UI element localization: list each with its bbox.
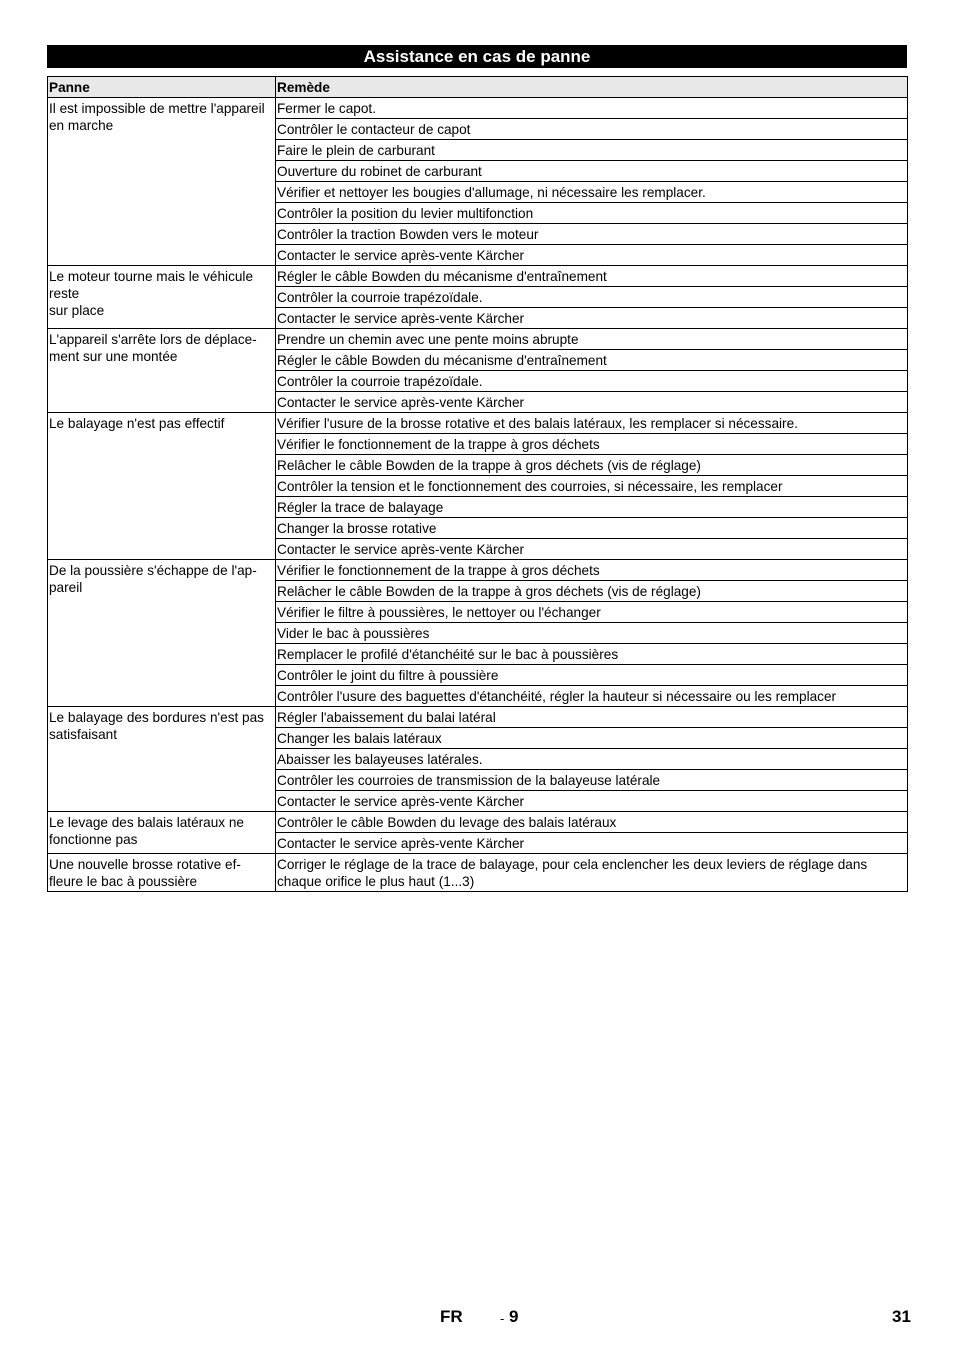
remedy-cell: Contrôler le contacteur de capot xyxy=(276,119,908,140)
table-row xyxy=(48,854,908,892)
remedy-cell: Contrôler la position du levier multifonction xyxy=(276,203,908,224)
table-row xyxy=(48,707,908,728)
problem-cell: De la poussière s'échappe de l'ap- pareil xyxy=(48,560,276,707)
remedy-cell: Contrôler la tension et le fonctionnement des courroies, si nécessaire, les remplacer xyxy=(276,476,908,497)
column-header-remedy: Remède xyxy=(276,77,908,98)
problem-cell: Le moteur tourne mais le véhicule reste sur place xyxy=(48,266,276,329)
remedy-cell: Régler la trace de balayage xyxy=(276,497,908,518)
remedy-cell: Contacter le service après-vente Kärcher xyxy=(276,392,908,413)
problem-cell: Le balayage des bordures n'est pas satisfaisant xyxy=(48,707,276,812)
remedy-cell: Contrôler la traction Bowden vers le moteur xyxy=(276,224,908,245)
remedy-cell: Faire le plein de carburant xyxy=(276,140,908,161)
footer-language: FR xyxy=(440,1307,463,1326)
remedy-cell: Fermer le capot. xyxy=(276,98,908,119)
remedy-cell: Changer les balais latéraux xyxy=(276,728,908,749)
remedy-cell: Vérifier le fonctionnement de la trappe à gros déchets xyxy=(276,434,908,455)
problem-cell: Le levage des balais latéraux ne fonctionne pas xyxy=(48,812,276,854)
column-header-problem: Panne xyxy=(48,77,276,98)
table-header-row xyxy=(48,77,908,98)
remedy-cell: Régler le câble Bowden du mécanisme d'entraînement xyxy=(276,266,908,287)
remedy-cell: Vérifier le filtre à poussières, le nettoyer ou l'échanger xyxy=(276,602,908,623)
remedy-cell: Relâcher le câble Bowden de la trappe à gros déchets (vis de réglage) xyxy=(276,581,908,602)
remedy-cell: Contacter le service après-vente Kärcher xyxy=(276,833,908,854)
remedy-cell: Contacter le service après-vente Kärcher xyxy=(276,245,908,266)
remedy-cell: Vider le bac à poussières xyxy=(276,623,908,644)
problem-cell: Le balayage n'est pas effectif xyxy=(48,413,276,560)
remedy-cell: Prendre un chemin avec une pente moins abrupte xyxy=(276,329,908,350)
page-title: Assistance en cas de panne xyxy=(47,45,907,68)
remedy-cell: Contrôler les courroies de transmission de la balayeuse latérale xyxy=(276,770,908,791)
table-row xyxy=(48,98,908,119)
remedy-cell: Contrôler le câble Bowden du levage des balais latéraux xyxy=(276,812,908,833)
table-row xyxy=(48,266,908,287)
remedy-cell: Régler l'abaissement du balai latéral xyxy=(276,707,908,728)
remedy-cell: Contrôler le joint du filtre à poussière xyxy=(276,665,908,686)
table-row xyxy=(48,413,908,434)
remedy-cell: Corriger le réglage de la trace de balayage, pour cela enclencher les deux leviers de réglage dans chaque orifice le plus haut (1...3) xyxy=(276,854,908,892)
troubleshooting-table xyxy=(47,76,908,892)
remedy-cell: Vérifier l'usure de la brosse rotative et des balais latéraux, les remplacer si nécessaire. xyxy=(276,413,908,434)
remedy-cell: Relâcher le câble Bowden de la trappe à gros déchets (vis de réglage) xyxy=(276,455,908,476)
remedy-cell: Remplacer le profilé d'étanchéité sur le bac à poussières xyxy=(276,644,908,665)
remedy-cell: Contrôler l'usure des baguettes d'étanchéité, régler la hauteur si nécessaire ou les remplacer xyxy=(276,686,908,707)
remedy-cell: Abaisser les balayeuses latérales. xyxy=(276,749,908,770)
footer-dash: - xyxy=(500,1311,505,1326)
table-row xyxy=(48,560,908,581)
remedy-cell: Contacter le service après-vente Kärcher xyxy=(276,539,908,560)
problem-cell: L'appareil s'arrête lors de déplace- ment sur une montée xyxy=(48,329,276,413)
remedy-cell: Ouverture du robinet de carburant xyxy=(276,161,908,182)
footer-page-number: 31 xyxy=(892,1307,911,1326)
problem-cell: Une nouvelle brosse rotative ef- fleure le bac à poussière xyxy=(48,854,276,892)
footer-section-page: 9 xyxy=(509,1307,519,1326)
remedy-cell: Vérifier et nettoyer les bougies d'allumage, ni nécessaire les remplacer. xyxy=(276,182,908,203)
remedy-cell: Contrôler la courroie trapézoïdale. xyxy=(276,287,908,308)
remedy-cell: Régler le câble Bowden du mécanisme d'entraînement xyxy=(276,350,908,371)
remedy-cell: Changer la brosse rotative xyxy=(276,518,908,539)
remedy-cell: Contacter le service après-vente Kärcher xyxy=(276,791,908,812)
table-row xyxy=(48,812,908,833)
table-row xyxy=(48,329,908,350)
table-body xyxy=(48,98,908,892)
remedy-cell: Contacter le service après-vente Kärcher xyxy=(276,308,908,329)
problem-cell: Il est impossible de mettre l'appareil en marche xyxy=(48,98,276,266)
remedy-cell: Vérifier le fonctionnement de la trappe à gros déchets xyxy=(276,560,908,581)
remedy-cell: Contrôler la courroie trapézoïdale. xyxy=(276,371,908,392)
